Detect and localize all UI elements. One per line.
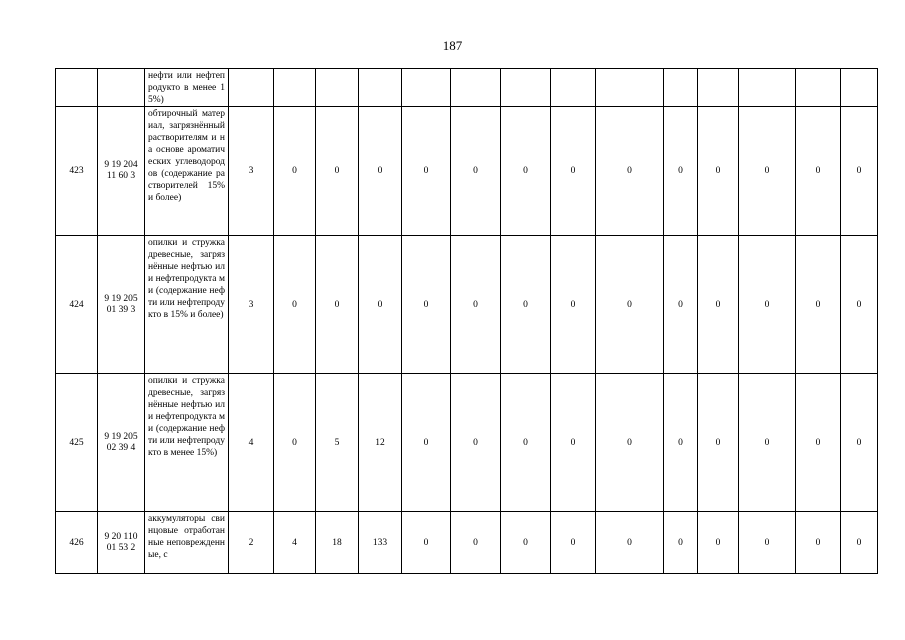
value-cell: 4 [229, 374, 274, 512]
value-cell: 0 [796, 236, 841, 374]
value-cell: 0 [698, 107, 739, 236]
value-cell: 0 [698, 512, 739, 574]
value-cell: 0 [402, 374, 451, 512]
value-cell: 0 [841, 512, 878, 574]
value-cell: 0 [796, 374, 841, 512]
value-cell: 4 [274, 512, 316, 574]
value-cell: 0 [451, 374, 501, 512]
value-cell: 0 [316, 236, 359, 374]
page-number: 187 [442, 38, 463, 53]
value-cell [698, 69, 739, 107]
value-cell: 0 [596, 512, 664, 574]
value-cell [551, 69, 596, 107]
row-number-cell: 425 [56, 374, 98, 512]
value-cell: 0 [551, 512, 596, 574]
row-number-cell: 424 [56, 236, 98, 374]
value-cell: 0 [796, 107, 841, 236]
value-cell: 0 [841, 107, 878, 236]
value-cell [229, 69, 274, 107]
value-cell: 133 [359, 512, 402, 574]
value-cell: 0 [841, 374, 878, 512]
value-cell: 0 [501, 512, 551, 574]
waste-description-cell: аккумуляторы свинцовые отработанные неповрежденн ые, с [145, 512, 229, 574]
value-cell: 0 [316, 107, 359, 236]
value-cell: 0 [664, 107, 698, 236]
value-cell: 0 [551, 107, 596, 236]
value-cell: 0 [402, 512, 451, 574]
table-row [56, 69, 878, 107]
value-cell: 0 [359, 236, 402, 374]
value-cell: 0 [451, 107, 501, 236]
value-cell [796, 69, 841, 107]
value-cell: 0 [359, 107, 402, 236]
value-cell: 0 [551, 236, 596, 374]
waste-code-cell: 9 19 204 11 60 3 [98, 107, 145, 236]
value-cell: 0 [596, 374, 664, 512]
waste-code-cell [98, 69, 145, 107]
value-cell: 0 [664, 374, 698, 512]
value-cell [501, 69, 551, 107]
value-cell: 0 [274, 107, 316, 236]
value-cell: 0 [664, 236, 698, 374]
row-number-cell [56, 69, 98, 107]
value-cell: 0 [451, 512, 501, 574]
value-cell [841, 69, 878, 107]
value-cell [451, 69, 501, 107]
waste-description-cell: опилки и стружка древесные, загрязнённые нефтью или нефтепродукта ми (содержание нефти или нефтепродукто в 15% и более) [145, 236, 229, 374]
value-cell: 3 [229, 236, 274, 374]
value-cell: 0 [739, 374, 796, 512]
value-cell: 0 [739, 512, 796, 574]
waste-code-cell: 9 20 110 01 53 2 [98, 512, 145, 574]
value-cell: 0 [698, 374, 739, 512]
value-cell [596, 69, 664, 107]
value-cell: 0 [402, 236, 451, 374]
table-row [56, 236, 878, 374]
value-cell: 0 [596, 236, 664, 374]
value-cell: 0 [739, 107, 796, 236]
value-cell [359, 69, 402, 107]
value-cell: 0 [402, 107, 451, 236]
value-cell: 0 [841, 236, 878, 374]
value-cell: 0 [698, 236, 739, 374]
value-cell: 0 [796, 512, 841, 574]
value-cell: 0 [274, 236, 316, 374]
value-cell: 5 [316, 374, 359, 512]
value-cell: 0 [596, 107, 664, 236]
waste-code-cell: 9 19 205 01 39 3 [98, 236, 145, 374]
value-cell: 0 [501, 107, 551, 236]
row-number-cell: 423 [56, 107, 98, 236]
value-cell: 0 [551, 374, 596, 512]
value-cell: 18 [316, 512, 359, 574]
waste-description-cell: нефти или нефтепродукто в менее 15%) [145, 69, 229, 107]
waste-code-cell: 9 19 205 02 39 4 [98, 374, 145, 512]
row-number-cell: 426 [56, 512, 98, 574]
value-cell: 12 [359, 374, 402, 512]
value-cell [316, 69, 359, 107]
value-cell [402, 69, 451, 107]
waste-description-cell: обтирочный материал, загрязнённый растворителям и на основе ароматических углеводородов (содержание растворителей 15% и более) [145, 107, 229, 236]
value-cell: 0 [501, 374, 551, 512]
waste-description-cell: опилки и стружка древесные, загрязнённые нефтью или нефтепродукта ми (содержание нефти или нефтепродукто в менее 15%) [145, 374, 229, 512]
value-cell [739, 69, 796, 107]
value-cell: 2 [229, 512, 274, 574]
value-cell [664, 69, 698, 107]
table-row [56, 512, 878, 574]
value-cell: 3 [229, 107, 274, 236]
value-cell: 0 [739, 236, 796, 374]
waste-table [55, 68, 878, 574]
table-row [56, 374, 878, 512]
value-cell: 0 [451, 236, 501, 374]
value-cell: 0 [501, 236, 551, 374]
value-cell: 0 [664, 512, 698, 574]
value-cell: 0 [274, 374, 316, 512]
value-cell [274, 69, 316, 107]
table-row [56, 107, 878, 236]
